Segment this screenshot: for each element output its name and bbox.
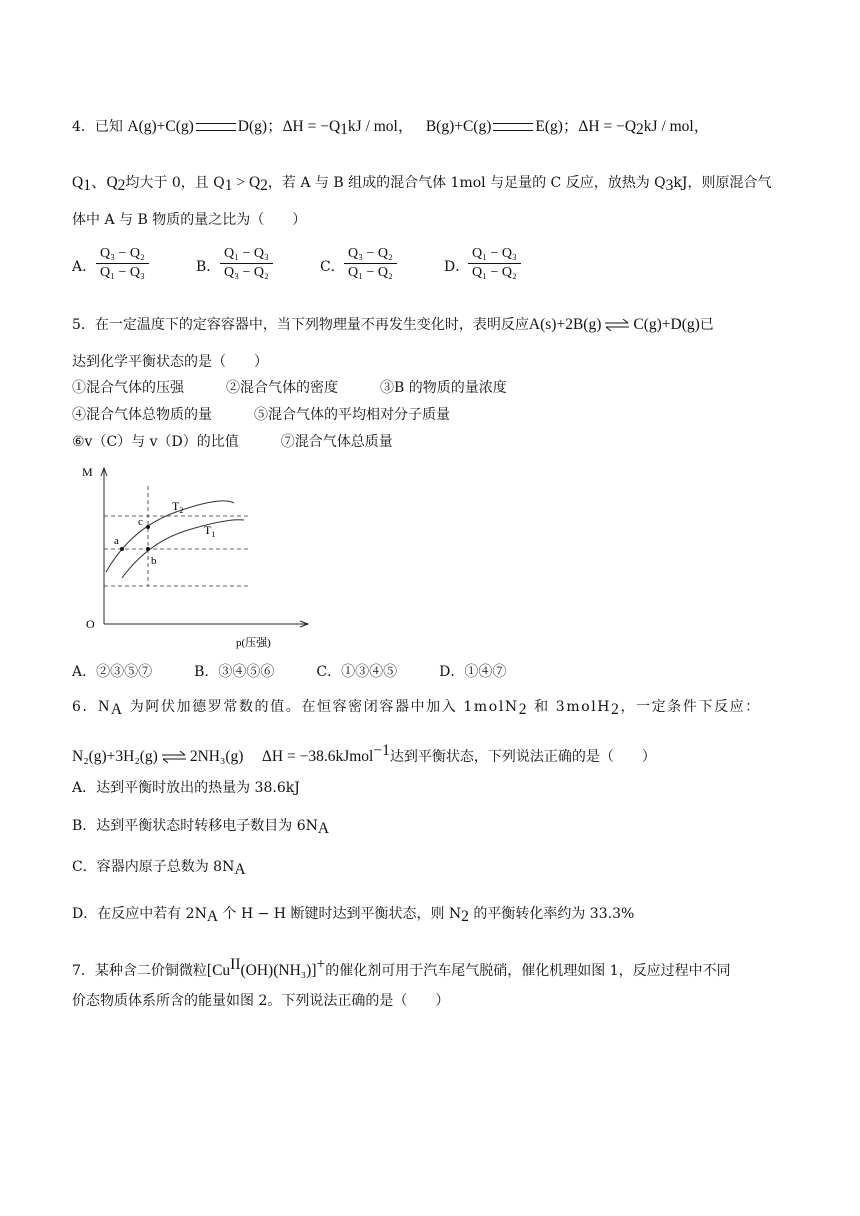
q4-option-b-fraction [220, 245, 273, 282]
q4-eq2-right: E(g)；ΔH = −Q [535, 118, 637, 135]
pressure-molar-mass-graph [76, 462, 316, 652]
q4-line1: 4．已知 A(g)+C(g) D(g)；$\Delta H = -Q_1kJ$ / mol， B(g)+C(g) E(g)；$\Delta H = -Q_2kJ$ / mol， [72, 118, 710, 138]
q6-stem-line2: 达到平衡状态，下列说法正确的是（ ） [389, 749, 656, 765]
q5-stem: 5．在一定温度下的定容容器中，当下列物理量不再发生变化时，表明反应 [72, 317, 529, 333]
point-b [146, 547, 150, 551]
q6-reaction-left: N₂(g)+3H₂(g) [72, 748, 158, 765]
equals-arrow-icon [196, 123, 236, 131]
q4-desc: ，若 A 与 B 组成的混合气体 1mol 与足量的 C 反应，放热为 Q [267, 175, 666, 191]
equilibrium-arrow-icon [604, 319, 630, 331]
q6-option-d-b: 个 H − H 断键时达到平衡状态，则 N [218, 906, 462, 922]
q4-option-a-fraction [96, 245, 149, 282]
q4-option-a-den: Q₁ − Q₃ [100, 265, 145, 280]
q4-eq2-left: B(g)+C(g) [425, 118, 492, 135]
q5-line2: 达到化学平衡状态的是（ ） [72, 354, 268, 370]
q4-eq1-unit: kJ / mol， [347, 118, 414, 135]
q5-items-row1: ①混合气体的压强 ②混合气体的密度 ③B 的物质的量浓度 [72, 380, 507, 396]
q7-species: [Cu [206, 962, 231, 979]
q4-option-c-den: Q₁ − Q₂ [348, 265, 393, 280]
point-a-label: a [114, 535, 119, 547]
q4-gt: > Q [232, 174, 261, 191]
q4-option-d-num: Q₁ − Q₃ [468, 245, 521, 264]
q6-na-sub: A [110, 701, 124, 718]
equilibrium-arrow-icon [161, 751, 187, 763]
q6-option-d-a: D．在反应中若有 2N [72, 906, 207, 922]
equals-arrow-icon [493, 123, 533, 131]
q4-line3: 体中 A 与 B 物质的量之比为（ ） [72, 212, 307, 228]
q6-line1: 6．$N_A$ 为阿伏加德罗常数的值。在恒容密闭容器中加入 1molN$_2$ 和 3molH$_2$，一定条件下反应： [72, 698, 761, 718]
q5-reaction-right: C(g)+D(g) [633, 316, 700, 333]
q6-reaction-right: 2NH₃(g) [189, 748, 244, 765]
q5-options: A．②③⑤⑦ B．③④⑤⑥ C．①③④⑤ D．①④⑦ [72, 664, 507, 680]
q6-number: 6． [72, 699, 99, 715]
curve-t1-label [204, 523, 215, 539]
q4-option-a-num: Q₃ − Q₂ [96, 245, 149, 264]
q6-h2: 和 3molH [528, 699, 612, 715]
q6-option-c-text: C．容器内原子总数为 8N [72, 859, 235, 875]
q5-items-row2: ④混合气体总物质的量 ⑤混合气体的平均相对分子质量 [72, 407, 450, 423]
origin-label: O [86, 617, 95, 631]
q6-enthalpy: ΔH = −38.6kJmol [261, 748, 374, 765]
q6-na: N [98, 698, 111, 715]
q7-species-mid: (OH)(NH₃)] [240, 962, 317, 979]
q4-eq2-unit: kJ / mol， [643, 118, 710, 135]
q7-stem-b: 的催化剂可用于汽车尾气脱硝，催化机理如图 1，反应过程中不同 [325, 963, 731, 979]
x-axis-label: p(压强) [236, 637, 271, 649]
q4-q2: 、Q [90, 174, 118, 191]
y-axis-label: M [82, 465, 93, 479]
curve-t2-sub: 2 [179, 506, 184, 515]
point-c-label: c [138, 516, 143, 528]
q4-option-d-label: D． [444, 259, 470, 275]
point-a [120, 547, 124, 551]
q5-line1 [72, 315, 714, 335]
curve-t1-sub: 1 [211, 530, 216, 539]
q6-option-c: C．容器内原子总数为 $8N_A$ [72, 859, 246, 878]
q7-line1 [72, 955, 731, 981]
q5-reaction-left: A(s)+2B(g) [528, 316, 602, 333]
curve-t1-letter: T [204, 523, 212, 537]
q6-enthalpy-sup: −1 [373, 742, 390, 759]
q6-option-d: D．在反应中若有 $2N_A$ 个 H − H 断键时达到平衡状态，则 $N_2$ 的平衡转化率约为 33.3% [72, 906, 635, 925]
q6-option-d-c: 的平衡转化率约为 33.3% [468, 906, 635, 922]
q4-option-c-fraction [344, 245, 397, 282]
q4-option-c-label: C． [320, 259, 345, 275]
q6-option-a: A．达到平衡时放出的热量为 38.6kJ [72, 780, 300, 796]
q4-option-d-fraction [468, 245, 521, 282]
q4-desc-end: kJ，则原混合气 [673, 175, 772, 191]
q5-stem-end: 已 [699, 317, 714, 333]
q4-option-b-den: Q₃ − Q₂ [224, 265, 269, 280]
q5-items-row3: ⑥v（C）与 v（D）的比值 ⑦混合气体总质量 [72, 434, 393, 450]
q4-eq1-right: D(g)；ΔH = −Q [237, 118, 341, 135]
q4-lead: 已知 [94, 119, 123, 135]
q4-line2: $Q_1$、$Q_2$均大于 0，且 $Q_1 > Q_2$，若 A 与 B 组成的混合气体 1mol 与足量的 C 反应，放热为 $Q_3kJ$，则原混合气 [72, 174, 772, 194]
q4-eq1-left: A(g)+C(g) [127, 118, 194, 135]
curve-t2-letter: T [172, 499, 180, 513]
q7-line2: 价态物质体系所含的能量如图 2。下列说法正确的是（ ） [72, 993, 450, 1009]
q6-option-b: B．达到平衡状态时转移电子数目为 $6N_A$ [72, 818, 330, 837]
q7-species-charge: + [316, 956, 326, 973]
curve-t2-label [172, 499, 183, 515]
q4-q1: Q [72, 174, 84, 191]
q4-option-a-label: A． [72, 259, 97, 275]
q6-stem-end: ，一定条件下反应： [620, 699, 761, 715]
q4-cond: 均大于 0，且 Q [125, 175, 225, 191]
q7-stem: 7．某种含二价铜微粒 [72, 963, 207, 979]
q7-species-sup: II [230, 956, 241, 973]
q4-option-b-num: Q₁ − Q₃ [220, 245, 273, 264]
q4-option-b-label: B． [196, 259, 221, 275]
q4-option-c-num: Q₃ − Q₂ [344, 245, 397, 264]
point-b-label: b [151, 555, 157, 567]
q4-number: 4． [72, 119, 95, 135]
q6-stem: 为阿伏加德罗常数的值。在恒容密闭容器中加入 1molN [123, 699, 519, 715]
q4-option-d-den: Q₁ − Q₂ [472, 265, 517, 280]
point-c [146, 525, 150, 529]
q6-option-b-text: B．达到平衡状态时转移电子数目为 6N [72, 818, 318, 834]
q6-line2 [72, 741, 656, 767]
